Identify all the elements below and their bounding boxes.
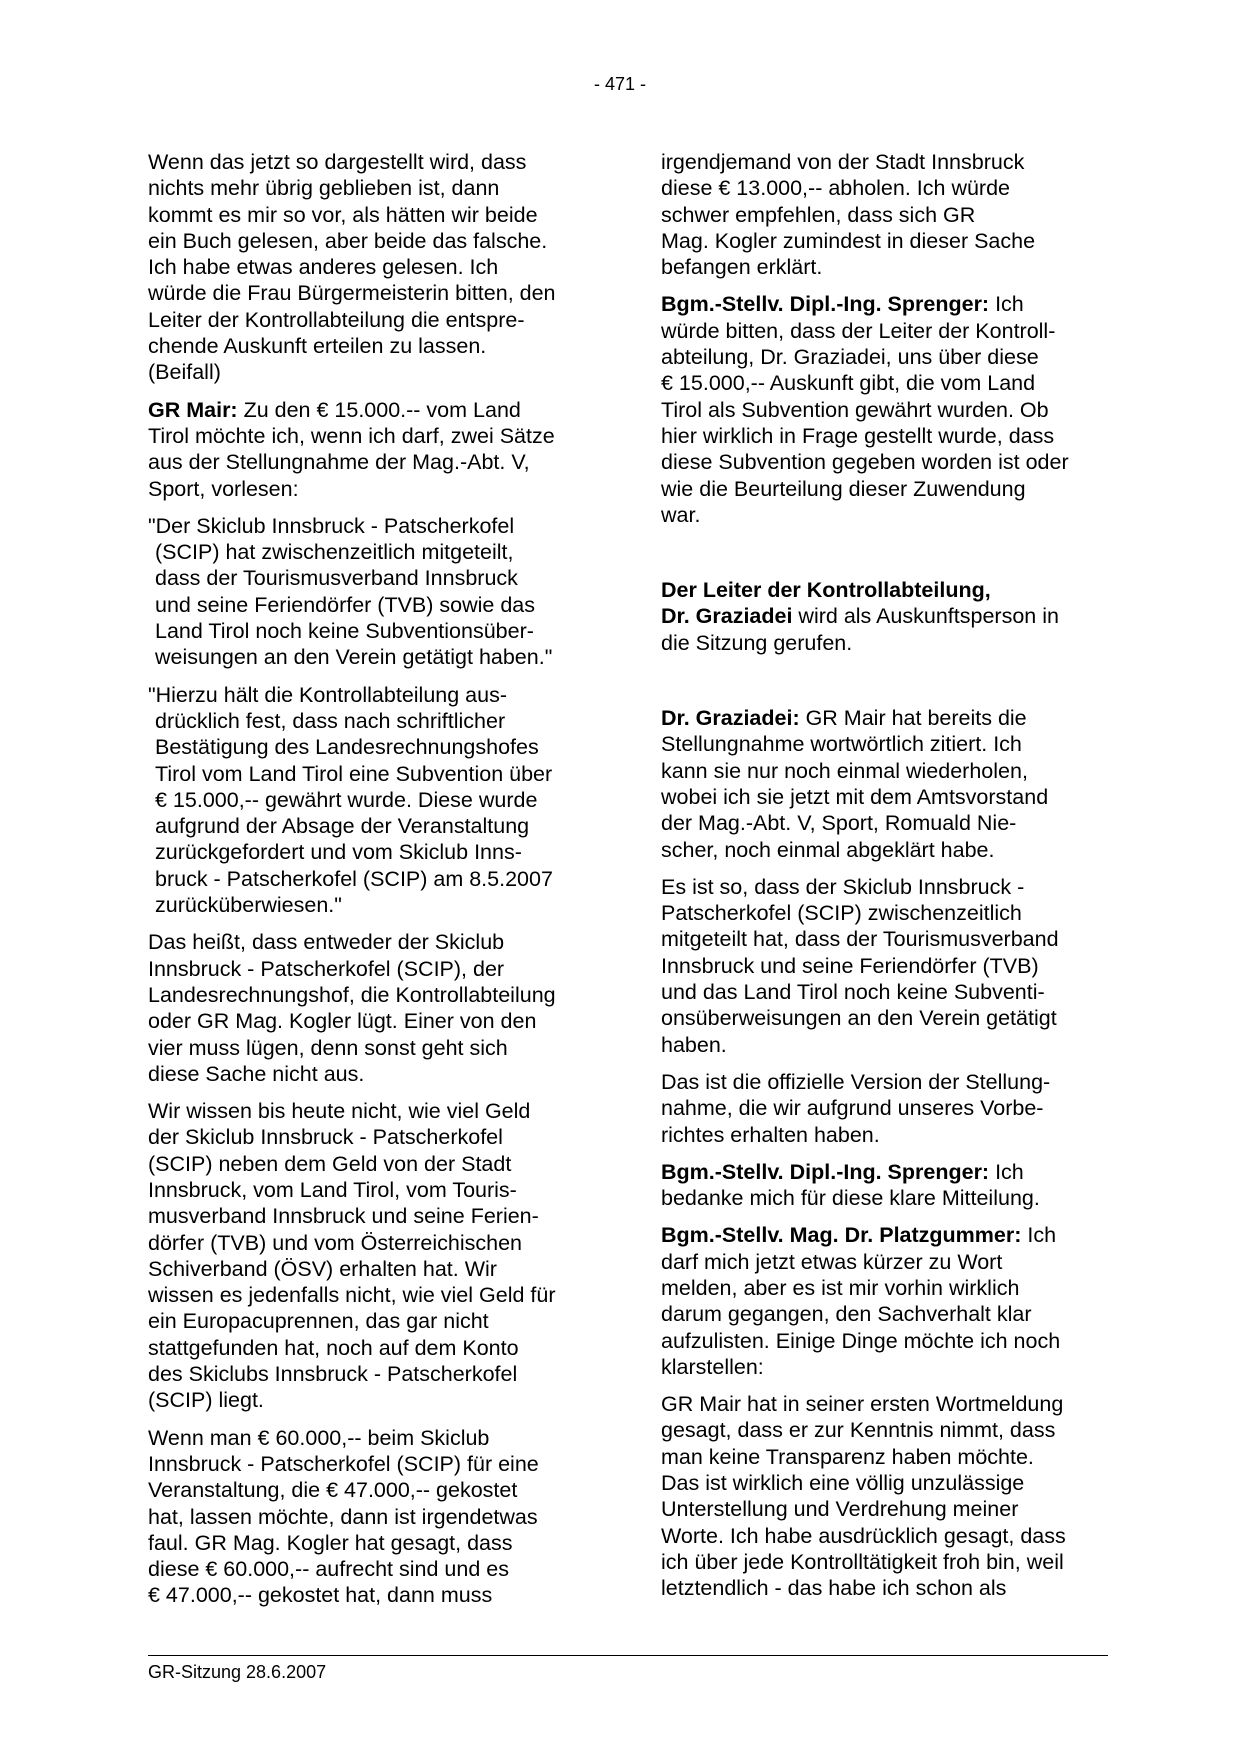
speaker-name: Der Leiter der Kontrollabteilung, Dr. Graziadei xyxy=(661,578,991,629)
paragraph-text: Ich würde bitten, dass der Leiter der Kontroll- abteilung, Dr. Graziadei, uns über diese € 15.000,-- Auskunft gibt, die vom Land Tirol als Subvention gewährt wurden. Ob hier wirklich in Frage gestellt wurde, dass diese Subvention gegeben worden ist oder wie die Beurteilung dieser Zuwendung war. xyxy=(661,292,1069,527)
footer-text: GR-Sitzung 28.6.2007 xyxy=(148,1662,327,1682)
paragraph-text: GR Mair hat bereits die Stellungnahme wortwörtlich zitiert. Ich kann sie nur noch einmal wiederholen, wobei ich sie jetzt mit dem Amtsvorstand der Mag.-Abt. V, Sport, Romuald Nie- scher, noch einmal abgeklärt habe. xyxy=(661,706,1049,862)
paragraph-text: Das ist die offizielle Version der Stellung- nahme, die wir aufgrund unseres Vorbe- richtes erhalten haben. xyxy=(661,1069,1051,1147)
speaker-name: Bgm.-Stellv. Dipl.-Ing. Sprenger: xyxy=(661,292,990,317)
paragraph xyxy=(661,1222,1111,1380)
paragraph-text: GR Mair hat in seiner ersten Wortmeldung gesagt, dass er zur Kenntnis nimmt, dass man keine Transparenz haben möchte. Das ist wirklich eine völlig unzulässige Unterstellung und Verdrehung meiner Worte. Ich habe ausdrücklich gesagt, dass ich über jede Kontrolltätigkeit froh bin, weil letztendlich - das habe ich schon als xyxy=(661,1392,1066,1601)
paragraph xyxy=(148,397,588,502)
paragraph-text: wird als Auskunftsperson in die Sitzung gerufen. xyxy=(661,604,1059,655)
paragraph xyxy=(661,577,1111,656)
speaker-name: GR Mair: xyxy=(148,397,238,422)
paragraph-text: Es ist so, dass der Skiclub Innsbruck - Patscherkofel (SCIP) zwischenzeitlich mitgeteilt hat, dass der Tourismusverband Innsbruck und seine Feriendörfer (TVB) und das Land Tirol noch keine Subventi- onsüberweisungen an den Verein getätigt haben. xyxy=(661,874,1059,1057)
speaker-name: Dr. Graziadei: xyxy=(661,706,800,731)
left-column xyxy=(148,149,588,1620)
quote-paragraph xyxy=(148,513,588,671)
paragraph xyxy=(661,291,1111,528)
quote-paragraph xyxy=(148,682,588,919)
spacer xyxy=(661,667,1111,705)
paragraph xyxy=(148,149,588,386)
paragraph-text: Wenn man € 60.000,-- beim Skiclub Innsbruck - Patscherkofel (SCIP) für eine Veranstaltung, die € 47.000,-- gekostet hat, lassen möchte, dann ist irgendetwas faul. GR Mag. Kogler hat gesagt, dass diese € 60.000,-- aufrecht sind und es € 47.000,-- gekostet hat, dann muss xyxy=(148,1425,539,1608)
paragraph-text: Wenn das jetzt so dargestellt wird, dass nichts mehr übrig geblieben ist, dann kommt es mir so vor, als hätten wir beide ein Buch gelesen, aber beide das falsche. Ich habe etwas anderes gelesen. Ich würde die Frau Bürgermeisterin bitten, den Leiter der Kontrollabteilung die entspre- chende Auskunft erteilen zu lassen. (Beifall) xyxy=(148,150,556,385)
paragraph-text: "Der Skiclub Innsbruck - Patscherkofel (SCIP) hat zwischenzeitlich mitgeteilt, dass der Tourismusverband Innsbruck und seine Feriendörfer (TVB) sowie das Land Tirol noch keine Subventionsüber- weisungen an den Verein getätigt haben." xyxy=(148,513,553,670)
paragraph xyxy=(661,874,1111,1058)
right-column xyxy=(661,149,1111,1613)
paragraph xyxy=(661,149,1111,280)
paragraph-text: irgendjemand von der Stadt Innsbruck diese € 13.000,-- abholen. Ich würde schwer empfehlen, dass sich GR Mag. Kogler zumindest in dieser Sache befangen erklärt. xyxy=(661,150,1036,280)
speaker-name: Bgm.-Stellv. Mag. Dr. Platzgummer: xyxy=(661,1223,1022,1248)
paragraph xyxy=(148,1425,588,1609)
paragraph-text: Das heißt, dass entweder der Skiclub Innsbruck - Patscherkofel (SCIP), der Landesrechnungshof, die Kontrollabteilung oder GR Mag. Kogler lügt. Einer von den vier muss lügen, denn sonst geht sich diese Sache nicht aus. xyxy=(148,930,556,1086)
paragraph-text: Ich darf mich jetzt etwas kürzer zu Wort melden, aber es ist mir vorhin wirklich darum gegangen, den Sachverhalt klar aufzulisten. Einige Dinge möchte ich noch klarstellen: xyxy=(661,1223,1061,1379)
paragraph-text: "Hierzu hält die Kontrollabteilung aus- drücklich fest, dass nach schriftlicher Bestätigung des Landesrechnungshofes Tirol vom Land Tirol eine Subvention über € 15.000,-- gewährt wurde. Diese wurde aufgrund der Absage der Veranstaltung zurückgefordert und vom Skiclub Inns- bruck - Patscherkofel (SCIP) am 8.5.2007 zurücküberwiesen." xyxy=(148,682,553,918)
paragraph xyxy=(148,929,588,1087)
paragraph xyxy=(661,1391,1111,1601)
spacer xyxy=(661,539,1111,577)
page-number: - 471 - xyxy=(593,74,647,94)
paragraph-text: Zu den € 15.000.-- vom Land Tirol möchte ich, wenn ich darf, zwei Sätze aus der Stellungnahme der Mag.-Abt. V, Sport, vorlesen: xyxy=(148,397,555,501)
speaker-name: Bgm.-Stellv. Dipl.-Ing. Sprenger: xyxy=(661,1159,990,1184)
paragraph-text: Wir wissen bis heute nicht, wie viel Geld der Skiclub Innsbruck - Patscherkofel (SCIP) neben dem Geld von der Stadt Innsbruck, vom Land Tirol, vom Touris- musverband Innsbruck und seine Ferien- dörfer (TVB) und vom Österreichischen Schiverband (ÖSV) erhalten hat. Wir wissen es jedenfalls nicht, wie viel Geld für ein Europacuprennen, das gar nicht stattgefunden hat, noch auf dem Konto des Skiclubs Innsbruck - Patscherkofel (SCIP) liegt. xyxy=(148,1099,556,1413)
paragraph xyxy=(661,705,1111,863)
paragraph-text: Ich bedanke mich für diese klare Mitteilung. xyxy=(661,1159,1040,1211)
paragraph xyxy=(661,1159,1111,1212)
paragraph xyxy=(661,1069,1111,1148)
paragraph xyxy=(148,1098,588,1414)
footer-divider xyxy=(148,1655,1108,1656)
